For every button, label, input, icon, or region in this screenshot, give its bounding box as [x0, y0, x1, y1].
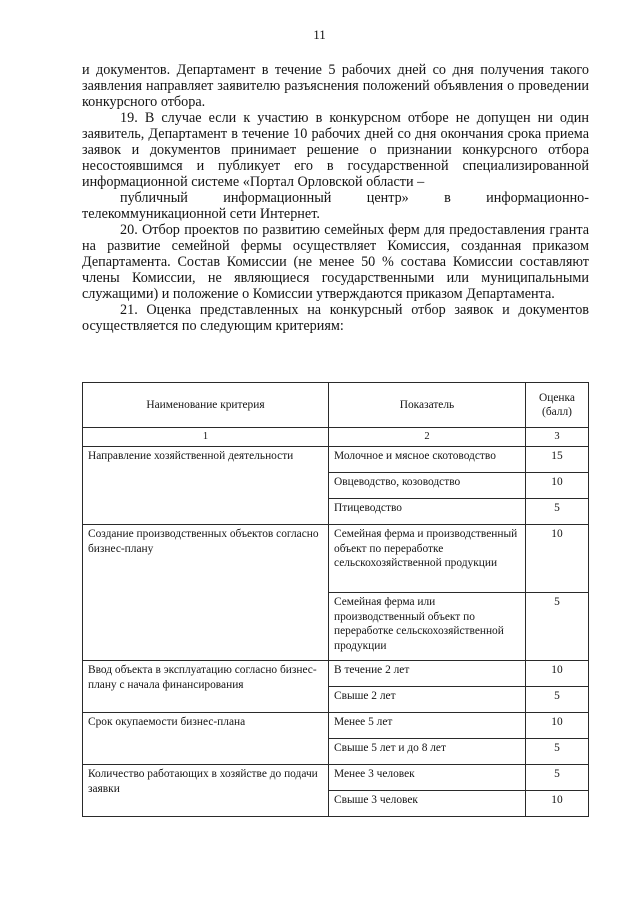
criterion-cell: Создание производственных объектов согласно бизнес-плану — [83, 525, 329, 661]
criterion-cell: Срок окупаемости бизнес-плана — [83, 713, 329, 765]
column-number-row — [83, 428, 589, 447]
header-criterion: Наименование критерия — [83, 383, 329, 428]
table-row — [83, 661, 589, 687]
score-cell: 5 — [526, 593, 589, 661]
indicator-cell: Семейная ферма и производственный объект по переработке сельскохозяйственной продукции — [329, 525, 526, 593]
score-cell: 10 — [526, 713, 589, 739]
indicator-cell: Овцеводство, козоводство — [329, 473, 526, 499]
indicator-cell: Молочное и мясное скотоводство — [329, 447, 526, 473]
score-cell: 5 — [526, 765, 589, 791]
table-row — [83, 765, 589, 791]
header-score: Оценка (балл) — [526, 383, 589, 428]
paragraph-19-tail: телекоммуникационной сети Интернет. — [82, 206, 320, 222]
score-cell: 10 — [526, 791, 589, 817]
indicator-cell: Семейная ферма или производственный объект по переработке сельскохозяйственной продукции — [329, 593, 526, 661]
score-cell: 5 — [526, 739, 589, 765]
score-cell: 5 — [526, 687, 589, 713]
score-cell: 10 — [526, 525, 589, 593]
paragraph-20: 20. Отбор проектов по развитию семейных ферм для предоставления гранта на развитие семейной фермы осуществляет Комиссия, созданная приказом Департамента. Состав Комиссии (не менее 50 % состава Комиссии составляют члены Комиссии, не являющиеся государственными или муниципальными служащими) и положение о Комиссии утверждаются приказом Департамента. — [82, 222, 589, 302]
indicator-cell: В течение 2 лет — [329, 661, 526, 687]
score-cell: 10 — [526, 661, 589, 687]
column-number-1: 1 — [83, 428, 329, 447]
body-text — [82, 62, 589, 334]
page-number: 11 — [313, 27, 326, 42]
score-cell: 5 — [526, 499, 589, 525]
column-number-2: 2 — [329, 428, 526, 447]
paragraph-19 — [82, 110, 589, 222]
score-cell: 15 — [526, 447, 589, 473]
column-number-3: 3 — [526, 428, 589, 447]
indicator-cell: Менее 5 лет — [329, 713, 526, 739]
indicator-cell: Птицеводство — [329, 499, 526, 525]
indicator-cell: Менее 3 человек — [329, 765, 526, 791]
paragraph-continuation: и документов. Департамент в течение 5 рабочих дней со дня получения такого заявления направляет заявителю разъяснения положений объявления о проведении конкурсного отбора. — [82, 62, 589, 110]
indicator-cell: Свыше 3 человек — [329, 791, 526, 817]
paragraph-21: 21. Оценка представленных на конкурсный отбор заявок и документов осуществляется по следующим критериям: — [82, 302, 589, 334]
score-cell: 10 — [526, 473, 589, 499]
criterion-cell: Ввод объекта в эксплуатацию согласно бизнес-плану с начала финансирования — [83, 661, 329, 713]
paragraph-19-justified-line: публичный информационный центр» в информационно- — [120, 190, 589, 206]
criterion-cell: Направление хозяйственной деятельности — [83, 447, 329, 525]
paragraph-19-lead: 19. В случае если к участию в конкурсном отборе не допущен ни один заявитель, Департамент в течение 10 рабочих дней со дня окончания срока приема заявок и документов принимает решение о признании конкурсного отбора несостоявшимся и публикует его в государственной специализированной информационной системе «Портал Орловской области – — [82, 110, 589, 190]
table-row — [83, 447, 589, 473]
header-indicator: Показатель — [329, 383, 526, 428]
criteria-table — [82, 382, 589, 817]
table-row — [83, 525, 589, 593]
table-header-row — [83, 383, 589, 428]
criterion-cell: Количество работающих в хозяйстве до подачи заявки — [83, 765, 329, 817]
indicator-cell: Свыше 2 лет — [329, 687, 526, 713]
table-row — [83, 713, 589, 739]
indicator-cell: Свыше 5 лет и до 8 лет — [329, 739, 526, 765]
